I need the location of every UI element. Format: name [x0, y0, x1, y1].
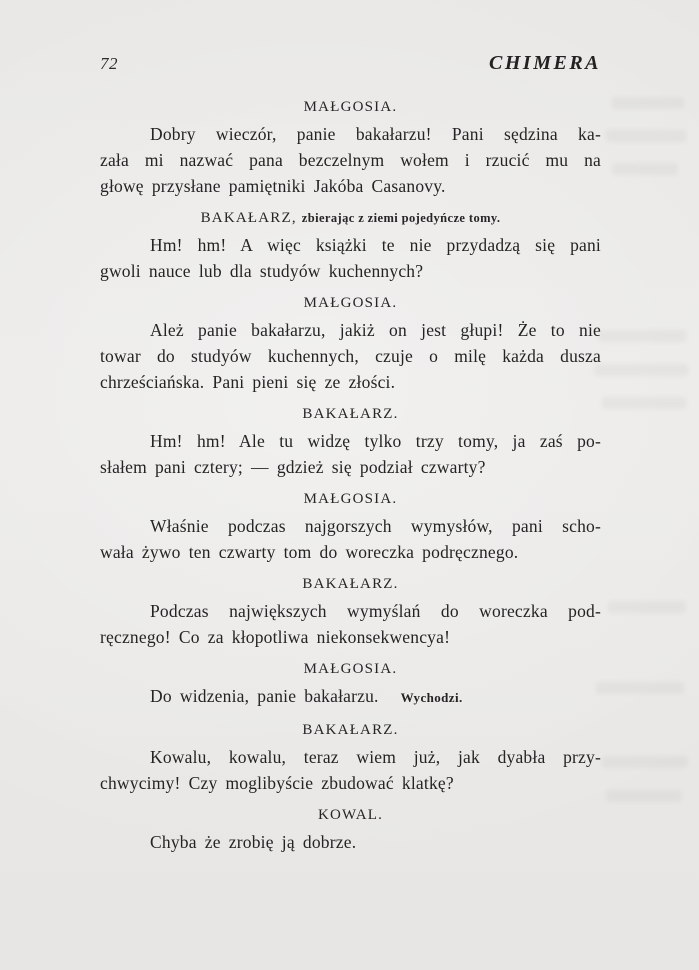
dialogue-text: Do widzenia, panie bakałarzu.: [150, 686, 379, 706]
dialogue: [100, 829, 601, 855]
speech: [100, 293, 601, 395]
stage-direction-exit: Wychodzi.: [400, 690, 463, 705]
dialogue-line: [100, 683, 601, 711]
dialogue-line: Chyba że zrobię ją dobrze.: [150, 832, 357, 852]
dialogue: [100, 317, 601, 395]
speaker-heading: [100, 97, 601, 117]
dialogue-line: zała mi nazwać pana bezczelnym wołem i rzucić mu na: [100, 150, 601, 170]
speaker-name: BAKAŁARZ.: [302, 576, 399, 592]
dialogue: [100, 744, 601, 796]
bleedthrough-artifact: [596, 682, 684, 694]
speech: [100, 97, 601, 199]
speaker-name: KOWAL.: [317, 807, 384, 823]
dialogue-line: Właśnie podczas najgorszych wymysłów, pani scho-: [150, 516, 601, 536]
speech: [100, 489, 601, 565]
stage-direction: zbierając z ziemi pojedyńcze tomy.: [301, 211, 501, 225]
speaker-heading: [100, 720, 601, 740]
speaker-name: BAKAŁARZ.: [302, 406, 399, 422]
dialogue-line: Ależ panie bakałarzu, jakiż on jest głupi! Że to nie: [150, 320, 601, 340]
bleedthrough-artifact: [602, 756, 688, 768]
dialogue: [100, 428, 601, 480]
dialogue-line: głowę przysłane pamiętniki Jakóba Casanovy.: [100, 176, 446, 196]
speaker-heading: [100, 805, 601, 825]
speaker-heading: [100, 208, 601, 228]
bleedthrough-artifact: [598, 330, 686, 342]
dialogue-line: chrześciańska. Pani pieni się ze złości.: [100, 372, 396, 392]
dialogue-line: Hm! hm! Ale tu widzę tylko trzy tomy, ja zaś po-: [150, 431, 601, 451]
dialogue-line: Hm! hm! A więc książki te nie przydadzą się pani: [150, 235, 601, 255]
dialogue-line: towar do studyów kuchennych, czuje o milę każda dusza: [100, 346, 601, 366]
bleedthrough-artifact: [602, 397, 686, 409]
bleedthrough-artifact: [612, 163, 678, 175]
speaker-heading: [100, 489, 601, 509]
bleedthrough-artifact: [594, 364, 688, 376]
speech: [100, 659, 601, 711]
speech: [100, 720, 601, 796]
dialogue: [100, 232, 601, 284]
speaker-name: MAŁGOSIA.: [303, 491, 398, 507]
speaker-name: MAŁGOSIA.: [303, 295, 398, 311]
speech: [100, 208, 601, 284]
dialogue: [100, 683, 601, 711]
bleedthrough-artifact: [608, 601, 686, 613]
dialogue-line: wała żywo ten czwarty tom do woreczka podręcznego.: [100, 542, 519, 562]
dialogue-line: Kowalu, kowalu, teraz wiem już, jak dyabła przy-: [150, 747, 601, 767]
running-header: [100, 0, 601, 75]
journal-title: CHIMERA: [489, 52, 601, 74]
speech: [100, 404, 601, 480]
dialogue-line: ręcznego! Co za kłopotliwa niekonsekwencya!: [100, 627, 451, 647]
dialogue-line: Podczas największych wymyślań do woreczka pod-: [150, 601, 601, 621]
speaker-name: BAKAŁARZ,: [200, 210, 297, 226]
dialogue-line: Dobry wieczór, panie bakałarzu! Pani sędzina ka-: [150, 124, 601, 144]
bleedthrough-artifact: [606, 790, 682, 802]
dialogue-line: słałem pani cztery; — gdzież się podział czwarty?: [100, 457, 486, 477]
speech: [100, 574, 601, 650]
dialogue: [100, 513, 601, 565]
speaker-heading: [100, 659, 601, 679]
speaker-name: MAŁGOSIA.: [303, 661, 398, 677]
dialogue: [100, 121, 601, 199]
page-number: 72: [100, 54, 118, 73]
speaker-heading: [100, 404, 601, 424]
dialogue-line: gwoli nauce lub dla studyów kuchennych?: [100, 261, 424, 281]
text-column: [100, 0, 601, 864]
speech: [100, 805, 601, 855]
dialogue-line: chwycimy! Czy moglibyście zbudować klatkę?: [100, 773, 454, 793]
bleedthrough-artifact: [606, 130, 686, 142]
speaker-heading: [100, 574, 601, 594]
speaker-name: BAKAŁARZ.: [302, 722, 399, 738]
speaker-heading: [100, 293, 601, 313]
speaker-name: MAŁGOSIA.: [303, 99, 398, 115]
bleedthrough-artifact: [612, 97, 684, 109]
dialogue: [100, 598, 601, 650]
